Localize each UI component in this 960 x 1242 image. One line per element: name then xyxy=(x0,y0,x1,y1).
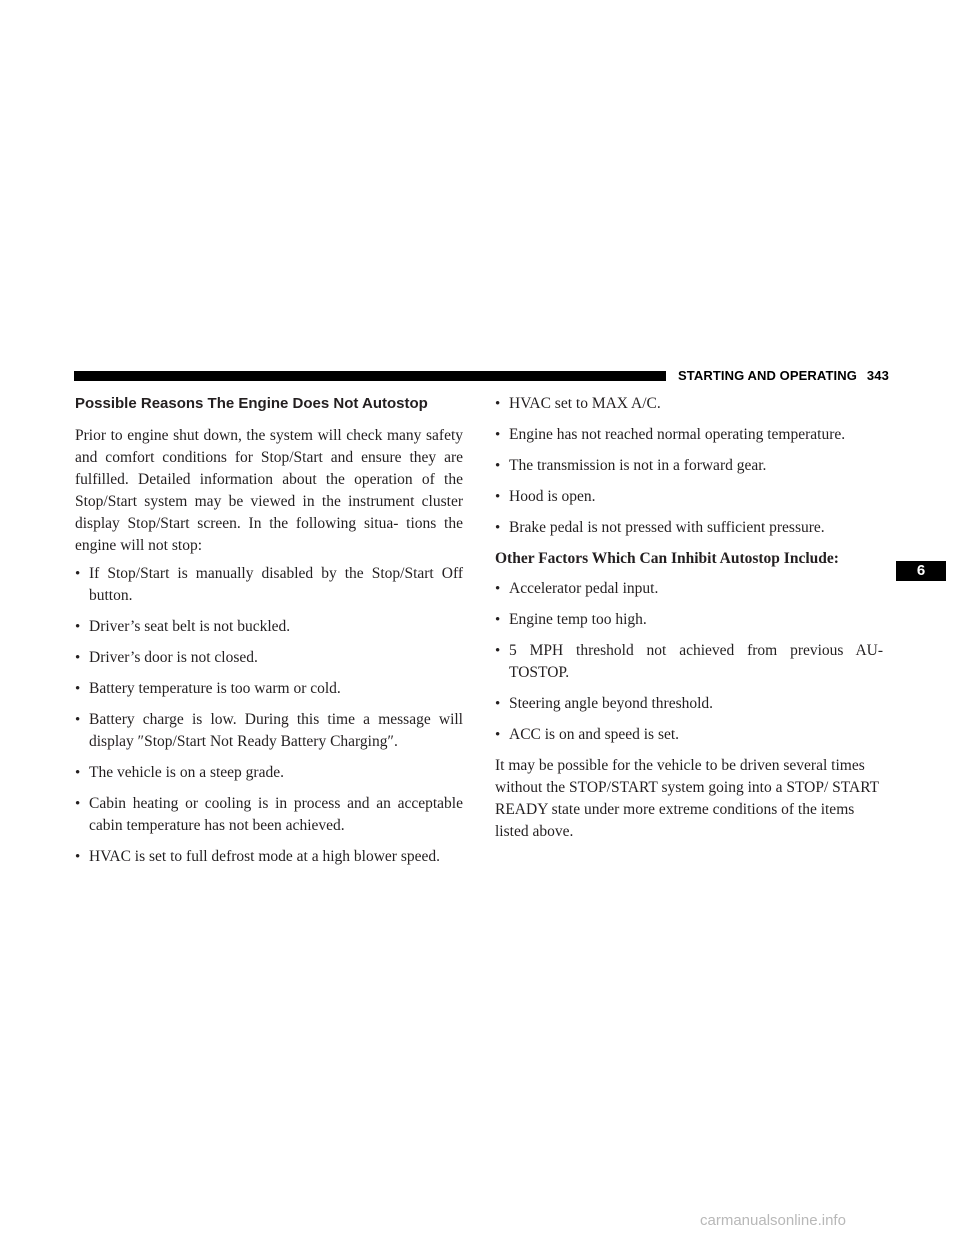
list-item: • Battery charge is low. During this time a message will display ″Stop/Start Not Ready Battery Charging″. xyxy=(75,711,463,750)
page-number: 343 xyxy=(866,368,889,383)
list-item: • Battery temperature is too warm or cold. xyxy=(75,678,463,700)
watermark: carmanualsonline.info xyxy=(700,1212,846,1229)
bullet-icon: • xyxy=(75,712,81,728)
section-name: STARTING AND OPERATING xyxy=(678,368,857,383)
bullet-icon: • xyxy=(495,520,501,536)
list-item: • Steering angle beyond threshold. xyxy=(495,693,883,715)
list-item: • Engine has not reached normal operating temperature. xyxy=(495,424,883,446)
bullet-icon: • xyxy=(495,489,501,505)
list-item: • HVAC set to MAX A/C. xyxy=(495,393,883,415)
bullet-icon: • xyxy=(75,796,81,812)
subheading: Other Factors Which Can Inhibit Autostop Include: xyxy=(495,550,839,567)
list-item: • Driver’s door is not closed. xyxy=(75,647,463,669)
bullet-icon: • xyxy=(75,765,81,781)
list-item: • If Stop/Start is manually disabled by the Stop/Start Off button. xyxy=(75,565,463,604)
bullet-icon: • xyxy=(495,612,501,628)
list-item: • Cabin heating or cooling is in process and an acceptable cabin temperature has not been achieved. xyxy=(75,795,463,834)
bullet-icon: • xyxy=(495,581,501,597)
no-autostop-conditions-list xyxy=(75,563,463,868)
left-column xyxy=(75,393,463,877)
bullet-icon: • xyxy=(495,643,501,659)
bullet-icon: • xyxy=(75,650,81,666)
list-item: • The vehicle is on a steep grade. xyxy=(75,762,463,784)
list-item: • ACC is on and speed is set. xyxy=(495,724,883,746)
list-item: • Engine temp too high. xyxy=(495,609,883,631)
list-item: • Hood is open. xyxy=(495,486,883,508)
list-item: • HVAC is set to full defrost mode at a high blower speed. xyxy=(75,846,463,868)
running-header xyxy=(678,366,889,386)
chapter-tab: 6 xyxy=(896,561,946,581)
list-item: • Accelerator pedal input. xyxy=(495,578,883,600)
list-item: • Driver’s seat belt is not buckled. xyxy=(75,616,463,638)
bullet-icon: • xyxy=(75,619,81,635)
bullet-icon: • xyxy=(75,566,81,582)
list-item: • 5 MPH threshold not achieved from previous AU- TOSTOP. xyxy=(495,642,883,681)
bullet-icon: • xyxy=(495,427,501,443)
no-autostop-conditions-continued xyxy=(495,393,883,539)
intro-paragraph: Prior to engine shut down, the system will check many safety and comfort conditions for Stop/Start and ensure they are fulfilled. Detailed information about the operation of the Stop/Start system may be viewed in the instrument cluster display Stop/Start screen. In the following situa- tions the engine will not stop: xyxy=(75,427,463,554)
inhibit-factors-list xyxy=(495,578,883,746)
bullet-icon: • xyxy=(495,696,501,712)
bullet-icon: • xyxy=(495,458,501,474)
list-item: • The transmission is not in a forward gear. xyxy=(495,455,883,477)
bullet-icon: • xyxy=(495,727,501,743)
header-rule xyxy=(74,371,666,381)
section-title: Possible Reasons The Engine Does Not Autostop xyxy=(75,395,428,412)
bullet-icon: • xyxy=(75,681,81,697)
right-column xyxy=(495,393,883,849)
bullet-icon: • xyxy=(495,396,501,412)
list-item: • Brake pedal is not pressed with sufficient pressure. xyxy=(495,517,883,539)
closing-paragraph: It may be possible for the vehicle to be driven several times without the STOP/START system going into a STOP/ START READY state under more extreme conditions of the items listed above. xyxy=(495,757,879,840)
bullet-icon: • xyxy=(75,849,81,865)
